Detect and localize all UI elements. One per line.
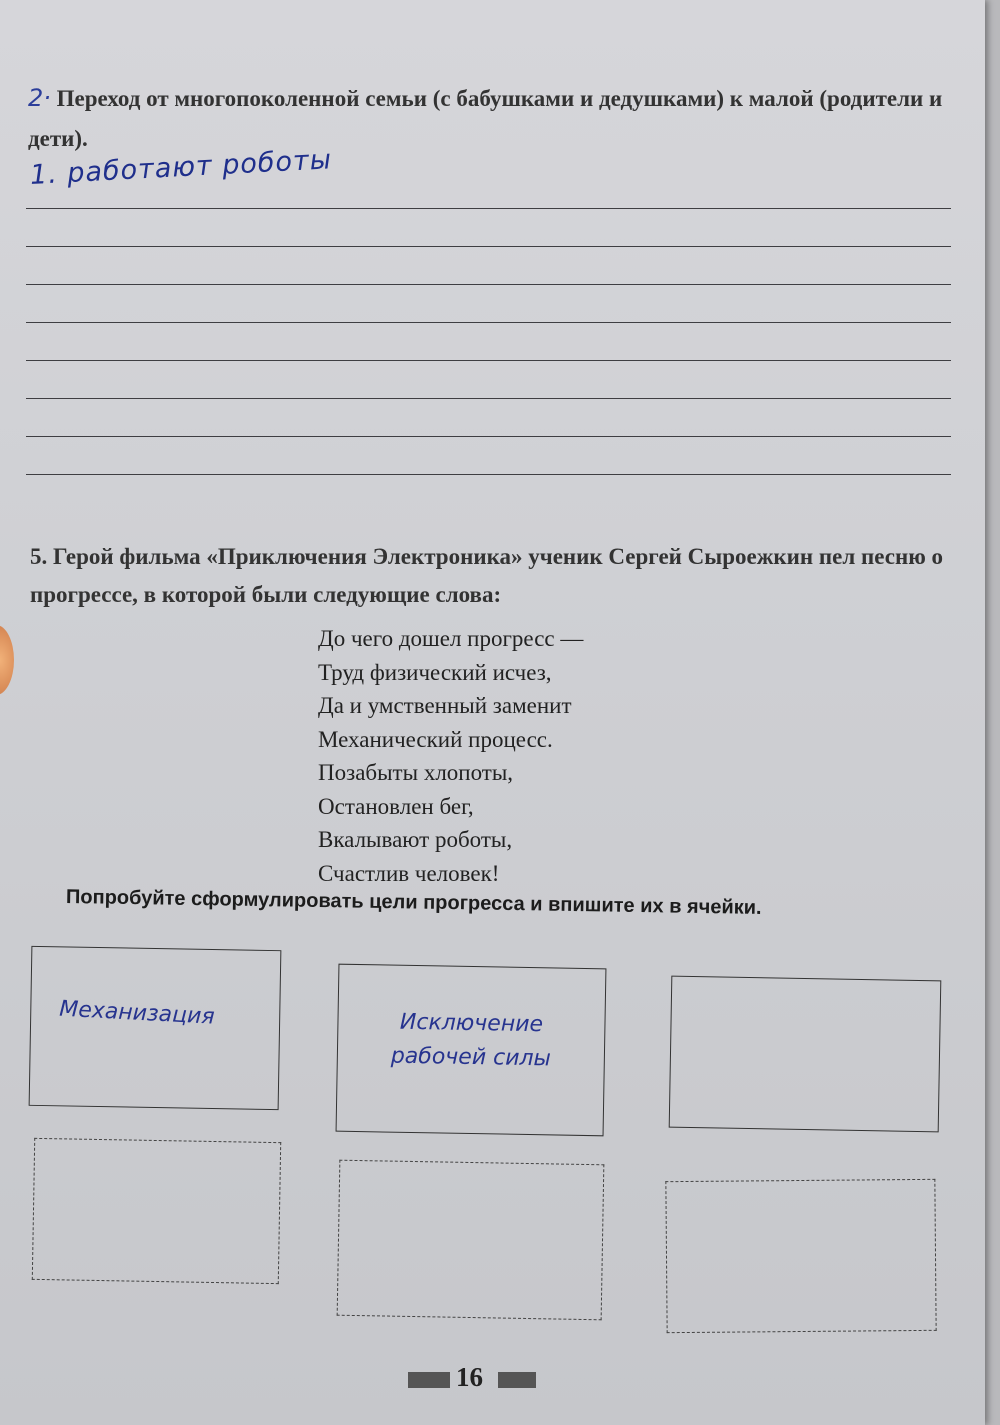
answer-line <box>26 246 951 247</box>
answer-line <box>26 360 951 361</box>
answer-line <box>26 436 951 437</box>
answer-cell[interactable] <box>32 1138 281 1284</box>
answer-line <box>26 474 951 475</box>
poem-line: Труд физический исчез, <box>318 659 552 685</box>
answer-line <box>26 284 951 285</box>
page-number-bar-left <box>408 1372 450 1388</box>
task4-text <box>28 78 958 159</box>
answer-line <box>26 398 951 399</box>
page-number-bar-right <box>498 1372 536 1388</box>
poem-line: Счастлив человек! <box>318 860 500 886</box>
task4-prompt: Переход от многопоколенной семьи (с бабушками и дедушками) к малой (родители и дети). <box>28 86 943 151</box>
answer-cell[interactable] <box>669 976 942 1133</box>
thumb-in-photo <box>0 625 14 695</box>
answer-cell[interactable] <box>29 946 282 1110</box>
poem-line: Вкалывают роботы, <box>318 827 513 852</box>
answer-cell[interactable] <box>336 964 607 1137</box>
cell-handwriting: Исключение рабочей силы <box>390 1009 552 1072</box>
task4-number: 2· <box>28 84 51 112</box>
poem-line: Позабыты хлопоты, <box>318 760 514 785</box>
answer-line <box>26 322 951 323</box>
poem-line: Да и умственный заменит <box>318 693 572 718</box>
answer-line <box>26 208 951 209</box>
task5-instruction: Попробуйте сформулировать цели прогресса и впишите их в ячейки. <box>65 886 762 919</box>
poem <box>318 622 583 890</box>
poem-line: Механический процесс. <box>318 726 553 752</box>
answer-cell[interactable] <box>665 1179 936 1333</box>
answer-cell[interactable] <box>337 1160 605 1321</box>
task5-text: 5. Герой фильма «Приключения Электроника» ученик Сергей Сыроежкин пел песню о прогрессе, в которой были следующие слова: <box>30 544 944 607</box>
page-number: 16 <box>456 1362 483 1392</box>
poem-line: Остановлен бег, <box>318 793 474 819</box>
poem-line: До чего дошел прогресс — <box>318 626 584 651</box>
cell-handwriting: Механизация <box>58 996 216 1030</box>
handwritten-answer: 1. работают роботы <box>29 144 333 191</box>
